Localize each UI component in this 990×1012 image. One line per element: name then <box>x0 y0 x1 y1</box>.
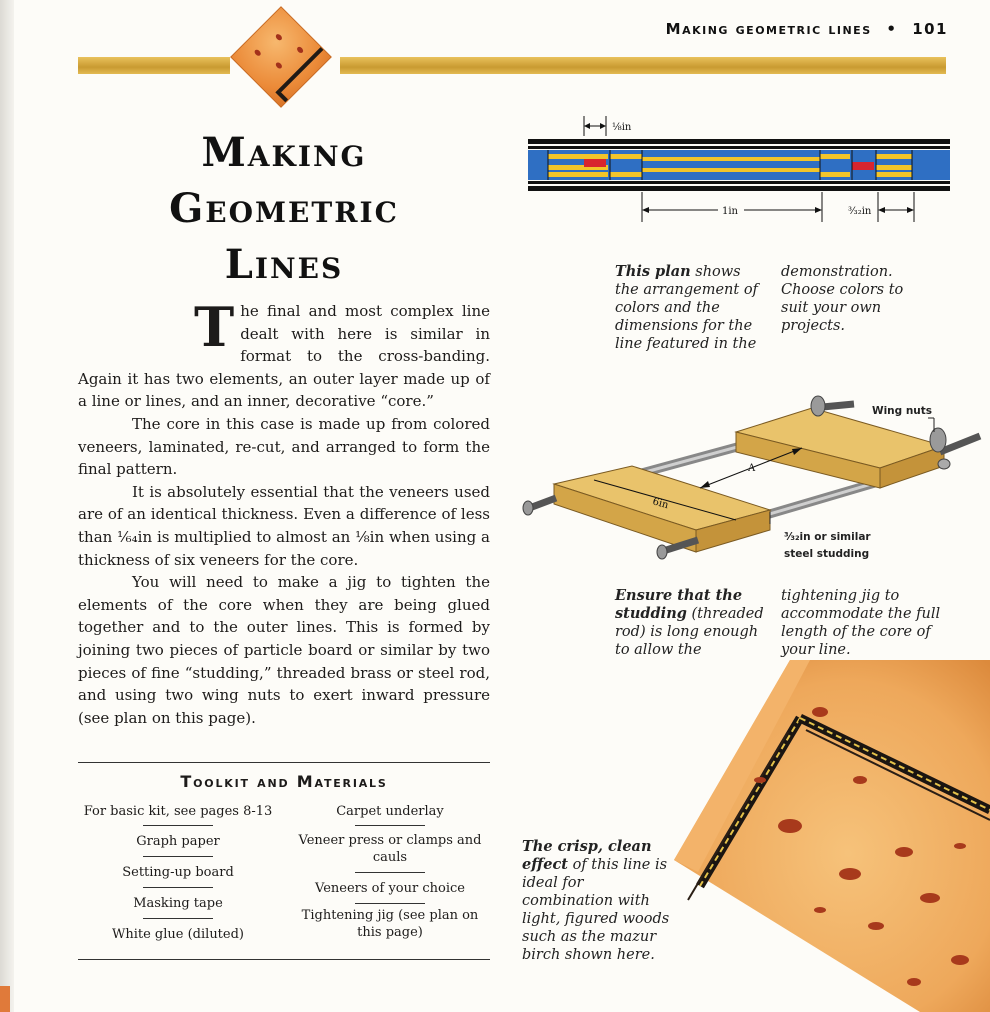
decorative-band-left <box>78 57 230 74</box>
veneer-line-photo <box>660 660 990 1012</box>
toolkit-heading: Toolkit and Materials <box>180 772 388 791</box>
paragraph-1 <box>78 295 490 413</box>
caption-plan-col2: demonstration. Choose colors to suit your own projects. <box>781 264 904 334</box>
dimension-top <box>584 116 632 136</box>
title-line-2: Geometric <box>169 185 399 232</box>
decorative-band-right <box>340 57 946 74</box>
running-head <box>666 20 948 38</box>
page-title <box>78 125 490 293</box>
toolkit-item: Setting-up board <box>122 864 234 880</box>
page-corner-tab <box>0 986 10 1012</box>
toolkit-left-column <box>78 801 278 949</box>
label-wing-nuts: Wing nuts <box>872 405 933 417</box>
line-pattern-diagram <box>526 112 954 228</box>
paragraph-4: You will need to make a jig to tighten the elements of the core when they are being glued together and to the outer lines. This is formed by joining two pieces of particle board or similar by two pieces of fine “studding,” threaded brass or steel rod, and using two wing nuts to exert inward pressure (see plan on this page). <box>78 573 490 727</box>
toolkit-item: Tightening jig (see plan on this page) <box>301 908 479 940</box>
caption-jig-bold: Ensure that the studding <box>615 587 743 622</box>
toolkit-box <box>78 762 490 960</box>
caption-jig-col2: tightening jig to accommodate the full length of the core of your line. <box>781 588 941 658</box>
page-gutter <box>0 0 14 1012</box>
caption-photo-text: of this line is ideal for combination with light, figured woods such as the mazur birch shown here. <box>522 857 670 963</box>
label-studding-2: steel studding <box>784 548 870 560</box>
toolkit-item: Veneer press or clamps and cauls <box>298 833 482 865</box>
dim-label-eighth: ⅛in <box>612 122 632 133</box>
toolkit-right-column <box>290 801 490 944</box>
veneer-tile-ornament <box>232 8 331 107</box>
jig-label-a: A <box>748 463 756 474</box>
wing-nut-icon <box>930 428 946 452</box>
page-number: 101 <box>912 20 948 38</box>
dimension-bottom <box>642 192 914 222</box>
caption-photo-bold: The crisp, clean effect <box>522 838 652 873</box>
title-line-1: Making <box>201 129 367 176</box>
caption-plan-col1 <box>615 263 765 353</box>
paragraph-1-text: he final and most complex line dealt with here is similar in format to the cross-banding. Again it has two elements, an outer layer made up of a line or lines, and an inner, decorative “core.” <box>78 302 490 411</box>
running-head-text: Making geometric lines <box>665 20 872 38</box>
caption-plan-text: shows the arrangement of colors and the dimensions for the line featured in the <box>615 264 758 352</box>
paragraph-2: The core in this case is made up from colored veneers, laminated, re-cut, and arranged to form the final pattern. <box>78 414 490 479</box>
wing-nut-icon <box>811 396 825 416</box>
jig-label-6in: 6in <box>651 496 670 512</box>
toolkit-item: Graph paper <box>136 833 220 849</box>
caption-plan-bold: This plan <box>615 263 691 280</box>
outer-line-top <box>528 139 950 144</box>
drop-cap: T <box>194 295 235 359</box>
toolkit-item: Carpet underlay <box>336 803 444 819</box>
caption-photo <box>522 838 672 964</box>
toolkit-item: White glue (diluted) <box>111 926 244 942</box>
dim-label-1in: 1in <box>722 206 739 217</box>
title-line-3: Lines <box>224 241 344 288</box>
toolkit-item: Masking tape <box>133 895 223 911</box>
running-head-bullet: • <box>886 20 898 38</box>
tightening-jig-diagram <box>520 392 986 570</box>
caption-jig-col1 <box>615 587 765 659</box>
core-band <box>528 150 950 180</box>
paragraph-3: It is absolutely essential that the veneers used are of an identical thickness. Even a difference of less than ¹⁄₆₄in is multiplied to almost an ⅛in when using a thickness of six veneers for the core. <box>78 482 490 569</box>
outer-line-bottom <box>528 186 950 191</box>
toolkit-item: For basic kit, see pages 8-13 <box>83 803 273 819</box>
body-text <box>78 295 490 729</box>
dim-label-3-32: ³⁄₃₂in <box>848 206 872 217</box>
caption-jig-text: (threaded rod) is long enough to allow the <box>615 606 764 658</box>
toolkit-item: Veneers of your choice <box>315 880 465 896</box>
label-studding-1: ³⁄₃₂in or similar <box>784 531 871 543</box>
